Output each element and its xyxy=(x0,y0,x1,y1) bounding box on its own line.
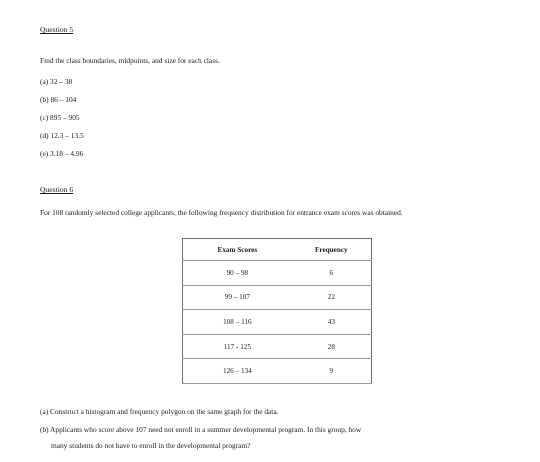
frequency-cell: 22 xyxy=(292,285,372,310)
question-5-heading: Question 5 xyxy=(40,25,74,34)
frequency-cell: 28 xyxy=(292,334,372,359)
exam-score-cell: 90 – 98 xyxy=(183,261,292,286)
table-header-row xyxy=(183,239,372,261)
exam-score-cell: 99 – 107 xyxy=(183,285,292,310)
question-6-prompt: For 108 randomly selected college applicants, the following frequency distribution for entrance exam scores was obtained. xyxy=(40,208,403,217)
exam-score-cell: 126 – 134 xyxy=(183,359,292,384)
exam-score-cell: 108 – 116 xyxy=(183,310,292,335)
table-row xyxy=(183,310,372,335)
frequency-cell: 6 xyxy=(292,261,372,286)
question-6-part-a: (a) Construct a histogram and frequency polygon on the same graph for the data. xyxy=(40,407,279,416)
column-header-exam-scores: Exam Scores xyxy=(183,239,292,261)
question-5-item-a: (a) 32 – 38 xyxy=(40,77,73,86)
question-5-prompt: Find the class boundaries, midpoints, and size for each class. xyxy=(40,56,220,65)
question-5-item-b: (b) 86 – 104 xyxy=(40,95,77,104)
frequency-cell: 9 xyxy=(292,359,372,384)
question-5-item-d: (d) 12.3 – 13.5 xyxy=(40,131,84,140)
exam-score-cell: 117 - 125 xyxy=(183,334,292,359)
table-row xyxy=(183,359,372,384)
table-row xyxy=(183,261,372,286)
question-6-part-b-line-1: (b) Applicants who score above 107 need not enroll in a summer developmental program. In this group, how xyxy=(40,425,362,434)
frequency-cell: 43 xyxy=(292,310,372,335)
table-row xyxy=(183,285,372,310)
question-5-item-c: (c) 895 – 905 xyxy=(40,113,80,122)
question-6-part-b-line-2: many students do not have to enroll in the developmental program? xyxy=(51,441,251,450)
question-5-item-e: (e) 3.18 – 4.96 xyxy=(40,149,84,158)
frequency-distribution-table xyxy=(182,238,372,384)
table-row xyxy=(183,334,372,359)
column-header-frequency: Frequency xyxy=(292,239,372,261)
question-6-heading: Question 6 xyxy=(40,185,74,194)
